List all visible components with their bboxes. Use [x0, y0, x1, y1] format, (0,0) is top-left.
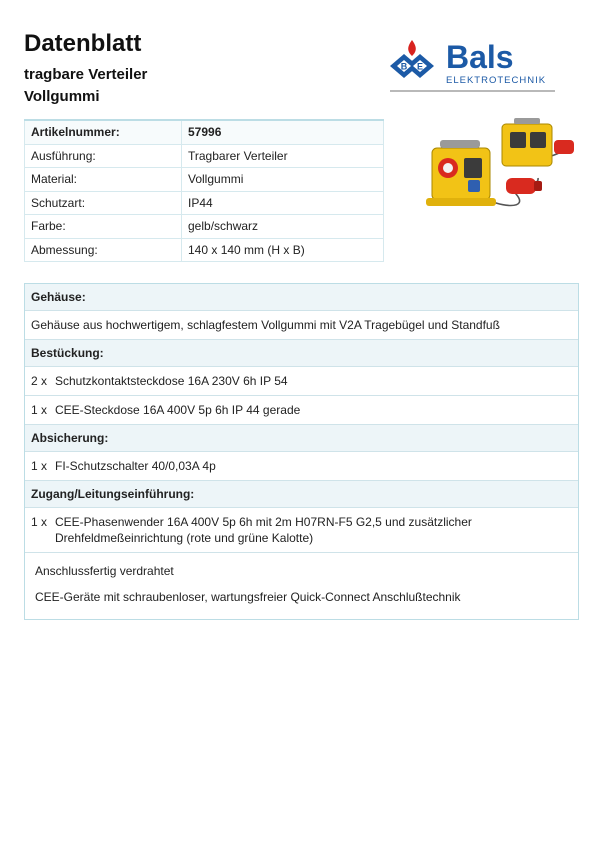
spec-value: 57996: [182, 120, 384, 144]
notes-block: [25, 553, 578, 619]
item-text: CEE-Steckdose 16A 400V 5p 6h IP 44 gerade: [55, 403, 301, 417]
spec-label: Schutzart:: [25, 191, 182, 215]
subtitle-product-type: tragbare Verteiler: [24, 66, 148, 83]
item-text: FI-Schutzschalter 40/0,03A 4p: [55, 459, 216, 473]
spec-label: Material:: [25, 168, 182, 192]
item-qty: 1 x: [31, 403, 48, 417]
item-text: CEE-Phasenwender 16A 400V 5p 6h mit 2m H07RN-F5 G2,5 und zusätzlicher Drehfeldmeßeinrichtung (rote und grüne Kalotte): [55, 515, 472, 545]
section-header-gehaeuse: Gehäuse:: [25, 284, 578, 311]
spec-label: Abmessung:: [25, 238, 182, 262]
item-qty: 2 x: [31, 374, 48, 388]
note-text: CEE-Geräte mit schraubenloser, wartungsfreier Quick-Connect Anschlußtechnik: [35, 590, 461, 604]
spec-value: IP44: [182, 191, 384, 215]
spec-row: [25, 238, 384, 262]
logo-divider: [390, 90, 555, 92]
product-image: [420, 118, 580, 218]
spec-label: Artikelnummer:: [25, 120, 182, 144]
details-panel: [24, 283, 579, 620]
section-header-zugang: Zugang/Leitungseinführung:: [25, 481, 578, 508]
spec-value: Tragbarer Verteiler: [182, 144, 384, 168]
logo-badge-letter-e: E: [416, 61, 424, 72]
subtitle-material: Vollgummi: [24, 88, 100, 105]
list-item: [25, 367, 578, 396]
spec-value: 140 x 140 mm (H x B): [182, 238, 384, 262]
item-qty: 1 x: [31, 459, 48, 473]
spec-value: Vollgummi: [182, 168, 384, 192]
spec-table: [24, 119, 384, 262]
logo-emblem-icon: [390, 40, 434, 78]
item-qty: 1 x: [31, 515, 48, 529]
note-text: Anschlussfertig verdrahtet: [35, 564, 174, 578]
bals-logo: [386, 36, 562, 94]
spec-row: [25, 215, 384, 239]
spec-row: [25, 120, 384, 144]
list-item: [25, 452, 578, 481]
spec-row: [25, 144, 384, 168]
spec-row: [25, 191, 384, 215]
logo-tagline: ELEKTROTECHNIK: [446, 75, 547, 86]
list-item: [25, 508, 578, 553]
item-text: Schutzkontaktsteckdose 16A 230V 6h IP 54: [55, 374, 288, 388]
spec-label: Ausführung:: [25, 144, 182, 168]
spec-value: gelb/schwarz: [182, 215, 384, 239]
section-header-bestueckung: Bestückung:: [25, 340, 578, 367]
page-title: Datenblatt: [24, 30, 142, 57]
logo-badge-letter-b: B: [400, 61, 408, 72]
list-item: [25, 396, 578, 425]
section-header-absicherung: Absicherung:: [25, 425, 578, 452]
gehaeuse-text: Gehäuse aus hochwertigem, schlagfestem Vollgummi mit V2A Tragebügel und Standfuß: [25, 311, 578, 340]
spec-row: [25, 168, 384, 192]
logo-brand: Bals: [446, 39, 514, 75]
spec-label: Farbe:: [25, 215, 182, 239]
